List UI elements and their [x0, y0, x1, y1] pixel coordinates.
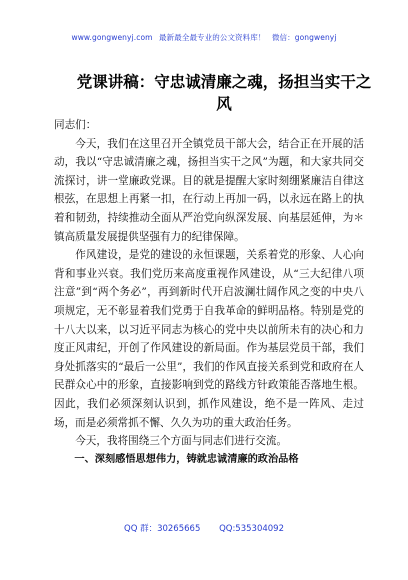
contact-footer — [0, 522, 408, 534]
site-banner — [0, 32, 408, 43]
section-heading: 一、深刻感悟思想伟力，铸就忠诚清廉的政治品格 — [74, 453, 299, 465]
qq-group: QQ 群：30265665 — [124, 524, 201, 534]
paragraph: 今天，我将围绕三个方面与同志们进行交流。 — [75, 435, 288, 448]
document-title: 党课讲稿：守忠诚清廉之魂，扬担当实干之风 — [76, 72, 372, 113]
site-url[interactable]: www.gongwenyj.com — [71, 33, 153, 42]
site-slogan: 最新最全最专业的公文资料库！ — [159, 33, 266, 42]
paragraph: 今天，我们在这里召开全镇党员干部大会，结合正在开展的活动，我以“守忠诚清廉之魂，扬担当实干之风”为题，和大家共同交流探讨，讲一堂廉政党课。目的就是提醒大家时刻绷紧廉洁自律这根弦，在思想上再紧一扣，在行动上再加一码，以永远在路上的执着和韧劲，持续推动全面从严治党向纵深发展、向基层延伸，为＊镇高质量发展提供坚强有力的纪律保障。 — [54, 137, 364, 243]
greeting: 同志们： — [54, 119, 97, 131]
document-body — [54, 116, 364, 469]
paragraph: 作风建设，是党的建设的永恒课题，关系着党的形象、人心向背和事业兴衰。我们党历来高度重视作风建设，从“三大纪律八项注意”到“两个务必”，再到新时代开启波澜壮阔作风之变的中央八项规定，无不彰显着我们党勇于自我革命的鲜明品格。特别是党的十八大以来，以习近平同志为核心的党中央以前所未有的决心和力度正风肃纪，开创了作风建设的新局面。作为基层党员干部，我们身处抓落实的“最后一公里”，我们的作风直接关系到党和政府在人民群众心中的形象，直接影响到党的路线方针政策能否落地生根。因此，我们必须深刻认识到，抓作风建设，绝不是一阵风、走过场，而是必须常抓不懈、久久为功的重大政治任务。 — [54, 249, 364, 429]
qq-number: QQ:535304092 — [219, 524, 284, 534]
wechat-id: 微信：gongwenyj — [271, 33, 337, 42]
